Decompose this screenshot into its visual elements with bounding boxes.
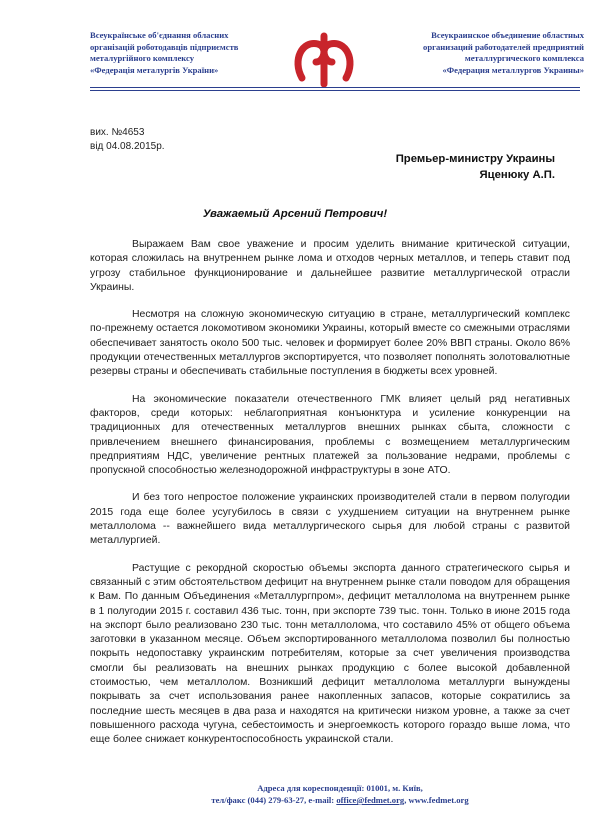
outgoing-reference	[90, 126, 165, 154]
right-org-line: Всеукраинское объединение областных	[431, 30, 584, 40]
header-divider	[90, 87, 580, 88]
body-paragraph: Выражаем Вам свое уважение и просим уделить внимание критической ситуации, которая сложилась на внутреннем рынке лома и отходов черных металлов, и теперь ставит под угрозу стабильное функционирование и дальнейшее развитие металлургической отрасли Украины.	[90, 239, 570, 293]
fmu-logo-icon	[288, 30, 360, 90]
right-org-line: «Федерация металлургов Украины»	[442, 64, 584, 75]
left-org-line: Всеукраїнське об'єднання обласних	[90, 30, 229, 40]
addressee-title: Премьер-министру Украины	[395, 153, 555, 165]
addressee	[255, 151, 555, 183]
body-paragraph: И без того непростое положение украинских производителей стали в первом полугодии 2015 года еще более усугубилось в связи с ухудшением ситуации на внутреннем рынке металлолома -- важнейшего вида металлургического сырья для любой страны с развитой металлургией.	[90, 492, 570, 547]
left-org-line: металургійного комплексу	[90, 53, 195, 63]
letter-body	[90, 238, 570, 761]
footer-contact-line	[150, 794, 530, 806]
body-paragraph: Растущие с рекордной скоростью объемы экспорта данного стратегического сырья и связанный с этим обстоятельством дефицит на внутреннем рынке стали поводом для обращения к Вам. По данным Объединения «Металлургпром», дефицит металлолома на внутреннем рынке в 1 полугодии 2015 г. составил 436 тыс. тонн, при экспорте 739 тыс. тонн. Только в июне 2015 года на экспорт было реализовано 230 тыс. тонн металлолома, что составило 45% от общего объема заготовки в указанном месяце. Объем экспортированного металлолома позволил бы полностью покрыть недопоставку украинским потребителям, которые за счет увеличения производства смогли бы реализовать на внешних рынках продукцию с более высокой добавленной стоимостью, чем металлолом. Возникший дефицит металлолома металлурги вынуждены покрывать за счет использования ранее накопленных запасов, которые сократились за последние шесть месяцев в два раза и находятся на критически низком уровне, а также за счет повышенного расхода чугуна, себестоимость и энергоемкость которого гораздо выше лома, что еще более снижает конкурентоспособность украинской стали.	[90, 562, 570, 746]
footer-phone: тел/факс (044) 279-63-27, e-mail:	[211, 795, 337, 805]
footer-separator: ,	[404, 795, 409, 805]
right-org-line: металлургического комплекса	[464, 53, 584, 63]
letterhead-left-org	[90, 30, 285, 76]
letterhead-right-org	[384, 30, 584, 76]
salutation: Уважаемый Арсений Петрович!	[202, 208, 388, 220]
left-org-line: організацій роботодавців підприємств	[90, 41, 239, 52]
body-paragraph: Несмотря на сложную экономическую ситуацию в стране, металлургический комплекс по-прежнему остается локомотивом экономики Украины, который вместе со смежными отраслями обеспечивает занятость около 500 тыс. человек и формирует более 20% ВВП страны. Около 86% продукции отечественных металлургов экспортируется, что позволяет пополнять золотовалютные резервы страны и обеспечивать стабильные поступления в бюджеты всех уровней.	[90, 309, 570, 378]
right-org-line: организаций работодателей предприятий	[423, 41, 584, 52]
footer-website[interactable]: www.fedmet.org	[408, 795, 469, 805]
addressee-name: Яценюку А.П.	[479, 169, 555, 181]
left-org-line: «Федерація металургів України»	[90, 64, 219, 75]
body-paragraph: На экономические показатели отечественного ГМК влияет целый ряд негативных факторов, среди которых: неблагоприятная конъюнктура и усиление конкуренции на традиционных для отечественных металлургов внешних рынках сбыта, сложности с привлечением внешнего финансирования, проблемы с возмещением металлургическим предприятиям НДС, увеличение рентных платежей за пользование недрами, проблемы с пропускной способностью железнодорожной инфраструктуры в зоне АТО.	[90, 393, 570, 477]
header-divider-thin	[90, 90, 580, 91]
footer-contacts	[150, 782, 530, 806]
footer-address: Адреса для кореспонденції: 01001, м. Київ,	[257, 783, 423, 793]
outgoing-date: від 04.08.2015р.	[90, 141, 165, 152]
footer-email-link[interactable]: office@fedmet.org	[336, 795, 405, 805]
outgoing-number: вих. №4653	[90, 127, 145, 138]
